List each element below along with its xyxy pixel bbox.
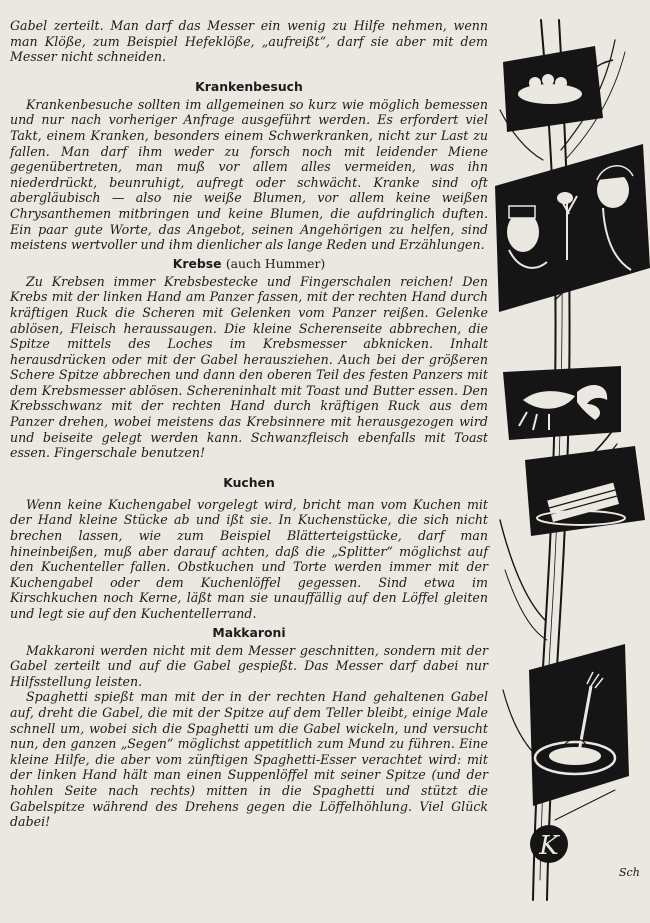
heading-krebse — [10, 255, 488, 272]
heading-krebse-main: Krebse — [172, 255, 222, 271]
kuchen-paragraph: Wenn keine Kuchengabel vorgelegt wird, bricht man vom Kuchen mit der Hand kleine Stücke ab und ißt sie. In Kuchenstücke, die sich nicht brechen lassen, wie zum Beispiel Blätterteigstücke, darf man hineinbeißen, muß aber darauf achten, daß die „Splitter“ möglichst auf den Kuchenteller fallen. Obstkuchen und Torte werden immer mit der Kuchengabel oder dem Kuchenlöffel gegessen. Sind etwa im Kirschkuchen noch Kerne, läßt man sie unauffällig auf den Löffel gleiten und legt sie auf den Kuchentellerrand. — [10, 496, 488, 621]
heading-kuchen: Kuchen — [223, 474, 275, 490]
heading-krebse-sub: (auch Hummer) — [225, 255, 326, 271]
makkaroni-paragraph-2: Spaghetti spießt man mit der in der rechten Hand gehaltenen Gabel auf, dreht die Gabel, die mit der Spitze auf dem Teller bleibt, einige Male schnell um, wobei sich die Spaghetti um die Gabel wickeln, und versucht nun, den ganzen „Segen“ möglichst appetitlich zum Mund zu führen. Eine kleine Hilfe, die aber vom zünftigen Spaghetti-Esser verachtet wird: mit der linken Hand hält man einen Suppenlöffel mit seiner Spitze (und der hohlen Seite nach rechts) mitten in die Spaghetti und stützt die Gabelspitze während des Drehens gegen die Löffelhöhlung. Viel Glück dabei! — [10, 689, 488, 830]
cake-panel — [525, 446, 645, 536]
krankenbesuch-paragraph: Krankenbesuche sollten im allgemeinen so kurz wie möglich bemessen und nur nach vorheriger Anfrage ausgeführt werden. Es erfordert viel Takt, einem Kranken, besonders einem Schwerkranken, nicht zur Last zu fallen. Man darf ihm weder zu forsch noch mit leidender Miene gegenübertreten, man muß vor allem alles vermeiden, was ihn niederdrückt, beunruhigt, aufregt oder schwächt. Kranke sind oft abergläubisch — also nie weiße Blumen, vor allem keine weißen Chrysanthemen mitbringen und keine Blumen, die aufdringlich duften. Ein paar gute Worte, das Angebot, seinen Angehörigen zu helfen, sind meistens wertvoller und ihm dienlicher als lange Reden und Erzählungen. — [10, 96, 488, 253]
krebse-paragraph: Zu Krebsen immer Krebsbestecke und Fingerschalen reichen! Den Krebs mit der linken Hand am Panzer fassen, mit der rechten Hand durch kräftigen Ruck die Scheren mit Gelenken vom Panzer reißen. Gelenke ablösen, Fleisch heraussaugen. Die kleine Scherenseite abbrechen, die Spitze mittels des Loches im Krebsmesser abknicken. Inhalt herausdrücken oder mit der Gabel herausziehen. Auch bei der größeren Schere Spitze abbrechen und dann den oberen Teil des festen Panzers mit dem Krebsmesser ablösen. Schereninhalt mit Toast und Butter essen. Den Krebsschwanz mit der rechten Hand durch kräftigen Ruck aus dem Panzer drehen, wobei meistens das Krebsinnere mit herausgezogen wird und beiseite gelegt werden kann. Schwanzfleisch ebenfalls mit Toast essen. Fingerschale benutzen! — [10, 273, 488, 461]
makkaroni-paragraph-1: Makkaroni werden nicht mit dem Messer geschnitten, sondern mit der Gabel zerteilt und auf die Gabel gespießt. Das Messer darf dabei nur Hilfsstellung leisten. — [10, 642, 488, 689]
decorative-illustration — [495, 0, 650, 923]
crab-panel — [503, 366, 621, 440]
monogram — [530, 825, 568, 863]
artist-signature: Sch — [619, 866, 640, 879]
intro-paragraph: Gabel zerteilt. Man darf das Messer ein wenig zu Hilfe nehmen, wenn man Klöße, zum Beispiel Hefeklöße, „aufreißt“, darf sie aber mit dem Messer nicht schneiden. — [10, 18, 488, 65]
article-text — [10, 18, 488, 830]
monogram-letter: K — [539, 831, 559, 861]
heading-makkaroni: Makkaroni — [212, 624, 286, 640]
visit-panel — [495, 144, 650, 312]
spaghetti-panel — [529, 644, 629, 806]
heading-krankenbesuch: Krankenbesuch — [195, 78, 303, 94]
